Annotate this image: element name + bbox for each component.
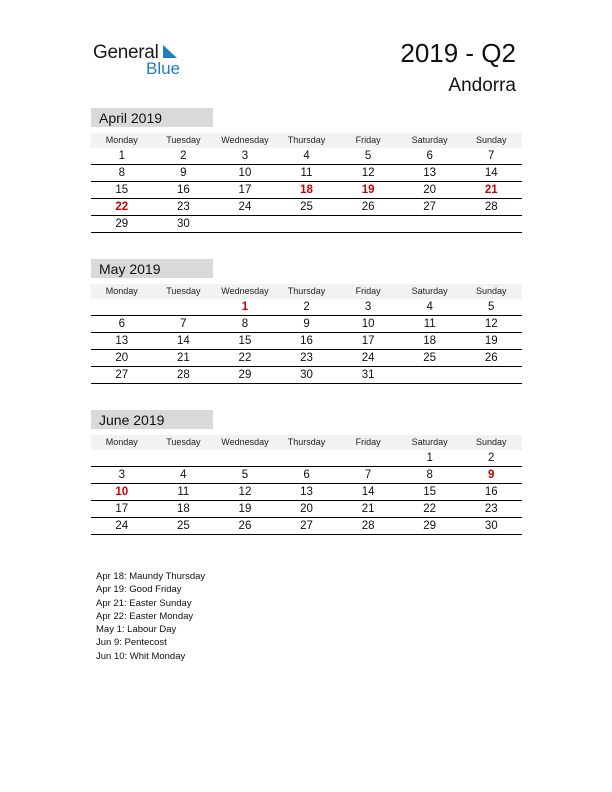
day-cell: 29 — [115, 218, 129, 230]
day-cell: 2 — [180, 150, 187, 162]
day-cell: 16 — [484, 486, 498, 498]
day-cell — [460, 367, 522, 383]
day-cell — [399, 216, 461, 232]
weekday-label: Friday — [355, 437, 381, 447]
day-cell: 6 — [303, 469, 310, 481]
weekday-label: Wednesday — [221, 437, 269, 447]
weekday-label: Saturday — [411, 135, 448, 145]
holiday-item: Apr 18: Maundy Thursday — [96, 571, 206, 582]
month-title: April 2019 — [91, 108, 213, 127]
logo-triangle-icon — [163, 45, 177, 59]
holiday-day-cell: 18 — [300, 184, 313, 196]
day-cell: 24 — [238, 201, 252, 213]
day-cell: 28 — [176, 369, 190, 381]
weekday-label: Saturday — [411, 437, 448, 447]
day-cell: 12 — [484, 318, 498, 330]
holiday-item: Apr 22: Easter Monday — [96, 610, 194, 622]
weekday-label: Wednesday — [221, 135, 269, 145]
day-cell — [91, 299, 153, 315]
week-row — [91, 350, 522, 367]
day-cell: 28 — [361, 520, 375, 532]
week-row — [91, 148, 522, 165]
day-cell — [153, 450, 215, 466]
day-cell: 28 — [484, 201, 498, 213]
day-cell: 13 — [115, 335, 129, 347]
day-cell: 17 — [361, 335, 375, 347]
weekday-label: Sunday — [475, 286, 507, 296]
day-cell: 20 — [300, 503, 313, 515]
day-cell: 29 — [423, 520, 437, 532]
day-cell: 11 — [423, 318, 436, 330]
day-cell: 17 — [238, 184, 252, 196]
month-grid — [91, 148, 522, 233]
day-cell: 31 — [361, 369, 375, 381]
weekday-label: Thursday — [287, 437, 326, 447]
day-cell: 4 — [426, 301, 433, 313]
day-cell: 23 — [300, 352, 313, 364]
day-cell — [214, 450, 276, 466]
month-june — [91, 410, 522, 535]
day-cell: 19 — [238, 503, 252, 515]
day-cell: 22 — [423, 503, 437, 515]
day-cell: 16 — [176, 184, 190, 196]
day-cell: 3 — [364, 301, 372, 313]
day-cell: 24 — [115, 520, 129, 532]
day-cell: 14 — [361, 486, 375, 498]
holiday-item: Apr 19: Good Friday — [96, 584, 182, 596]
day-cell: 13 — [300, 486, 313, 498]
day-cell: 20 — [115, 352, 129, 364]
day-cell: 23 — [484, 503, 498, 515]
weekday-label: Tuesday — [166, 286, 201, 296]
day-cell: 5 — [488, 301, 495, 313]
weekday-label: Monday — [105, 135, 138, 145]
month-may — [91, 259, 522, 384]
holiday-day-cell: 19 — [361, 184, 375, 196]
day-cell — [276, 216, 338, 232]
day-cell — [337, 450, 399, 466]
day-cell: 12 — [361, 167, 375, 179]
day-cell: 27 — [423, 201, 437, 213]
week-row — [91, 467, 522, 484]
day-cell: 23 — [176, 201, 190, 213]
day-cell: 17 — [115, 503, 129, 515]
day-cell: 25 — [300, 201, 313, 213]
day-cell: 7 — [180, 318, 187, 330]
day-cell: 24 — [361, 352, 375, 364]
day-cell: 11 — [300, 167, 313, 179]
day-cell: 6 — [426, 150, 433, 162]
week-row — [91, 450, 522, 467]
week-row — [91, 216, 522, 233]
weekday-label: Saturday — [411, 286, 448, 296]
holiday-item: Apr 21: Easter Sunday — [96, 597, 192, 609]
week-row — [91, 367, 522, 384]
week-row — [91, 316, 522, 333]
day-cell: 10 — [361, 318, 375, 330]
logo-general-text: General — [93, 42, 159, 63]
day-cell: 2 — [488, 452, 495, 464]
day-cell: 27 — [300, 520, 313, 532]
day-cell: 4 — [180, 469, 187, 481]
day-cell: 25 — [423, 352, 437, 364]
day-cell: 11 — [177, 486, 190, 498]
logo — [93, 40, 203, 80]
weekday-header — [91, 284, 522, 299]
day-cell — [276, 450, 338, 466]
holiday-item: Jun 10: Whit Monday — [96, 650, 186, 662]
day-cell: 22 — [238, 352, 252, 364]
day-cell: 9 — [303, 318, 310, 330]
day-cell: 8 — [118, 167, 125, 179]
day-cell: 21 — [176, 352, 190, 364]
weekday-label: Wednesday — [221, 286, 269, 296]
day-cell — [153, 299, 215, 315]
day-cell — [399, 367, 461, 383]
day-cell: 6 — [118, 318, 125, 330]
day-cell — [460, 216, 522, 232]
day-cell: 15 — [423, 486, 437, 498]
day-cell: 1 — [118, 150, 125, 162]
day-cell: 14 — [176, 335, 190, 347]
day-cell: 15 — [238, 335, 252, 347]
day-cell: 2 — [303, 301, 310, 313]
day-cell — [214, 216, 276, 232]
weekday-label: Friday — [355, 135, 381, 145]
day-cell: 30 — [484, 520, 498, 532]
day-cell: 9 — [180, 167, 187, 179]
day-cell: 8 — [426, 469, 433, 481]
day-cell: 1 — [426, 452, 433, 464]
day-cell: 7 — [488, 150, 495, 162]
day-cell: 29 — [238, 369, 252, 381]
day-cell: 18 — [423, 335, 437, 347]
day-cell: 3 — [118, 469, 125, 481]
day-cell: 7 — [364, 469, 372, 481]
day-cell: 20 — [423, 184, 437, 196]
month-april — [91, 108, 522, 233]
logo-blue-text: Blue — [146, 59, 181, 78]
holiday-item: May 1: Labour Day — [96, 624, 177, 636]
holiday-day-cell: 1 — [241, 301, 249, 313]
day-cell: 5 — [241, 469, 249, 481]
day-cell: 16 — [300, 335, 313, 347]
month-title: June 2019 — [91, 410, 213, 429]
holiday-list — [96, 570, 205, 663]
weekday-label: Sunday — [475, 135, 507, 145]
weekday-label: Thursday — [287, 286, 326, 296]
day-cell: 25 — [176, 520, 190, 532]
day-cell — [91, 450, 153, 466]
day-cell: 8 — [241, 318, 249, 330]
weekday-header — [91, 133, 522, 148]
day-cell: 15 — [115, 184, 129, 196]
week-row — [91, 501, 522, 518]
day-cell: 26 — [238, 520, 252, 532]
month-title: May 2019 — [91, 259, 213, 278]
month-grid — [91, 299, 522, 384]
week-row — [91, 333, 522, 350]
holiday-day-cell: 10 — [115, 486, 129, 498]
day-cell: 13 — [423, 167, 437, 179]
day-cell: 4 — [303, 150, 310, 162]
day-cell — [337, 216, 399, 232]
day-cell: 14 — [484, 167, 498, 179]
day-cell: 5 — [364, 150, 372, 162]
day-cell: 26 — [484, 352, 498, 364]
country-name: Andorra — [448, 75, 516, 96]
holiday-day-cell: 21 — [484, 184, 498, 196]
week-row — [91, 182, 522, 199]
week-row — [91, 299, 522, 316]
weekday-header — [91, 435, 522, 450]
month-grid — [91, 450, 522, 535]
holiday-day-cell: 22 — [115, 201, 129, 213]
week-row — [91, 484, 522, 501]
holiday-day-cell: 9 — [488, 469, 495, 481]
page-title: 2019 - Q2 — [400, 38, 516, 68]
day-cell: 26 — [361, 201, 375, 213]
weekday-label: Thursday — [287, 135, 326, 145]
week-row — [91, 199, 522, 216]
day-cell: 12 — [238, 486, 252, 498]
day-cell: 27 — [115, 369, 129, 381]
day-cell: 3 — [241, 150, 249, 162]
day-cell: 18 — [176, 503, 190, 515]
day-cell: 30 — [176, 218, 190, 230]
weekday-label: Tuesday — [166, 437, 201, 447]
day-cell: 30 — [300, 369, 313, 381]
weekday-label: Monday — [105, 437, 138, 447]
weekday-label: Sunday — [475, 437, 507, 447]
week-row — [91, 165, 522, 182]
weekday-label: Friday — [355, 286, 381, 296]
day-cell: 19 — [484, 335, 498, 347]
week-row — [91, 518, 522, 535]
day-cell: 21 — [361, 503, 375, 515]
holiday-item: Jun 9: Pentecost — [96, 637, 167, 649]
day-cell: 10 — [238, 167, 252, 179]
weekday-label: Monday — [105, 286, 138, 296]
weekday-label: Tuesday — [166, 135, 201, 145]
